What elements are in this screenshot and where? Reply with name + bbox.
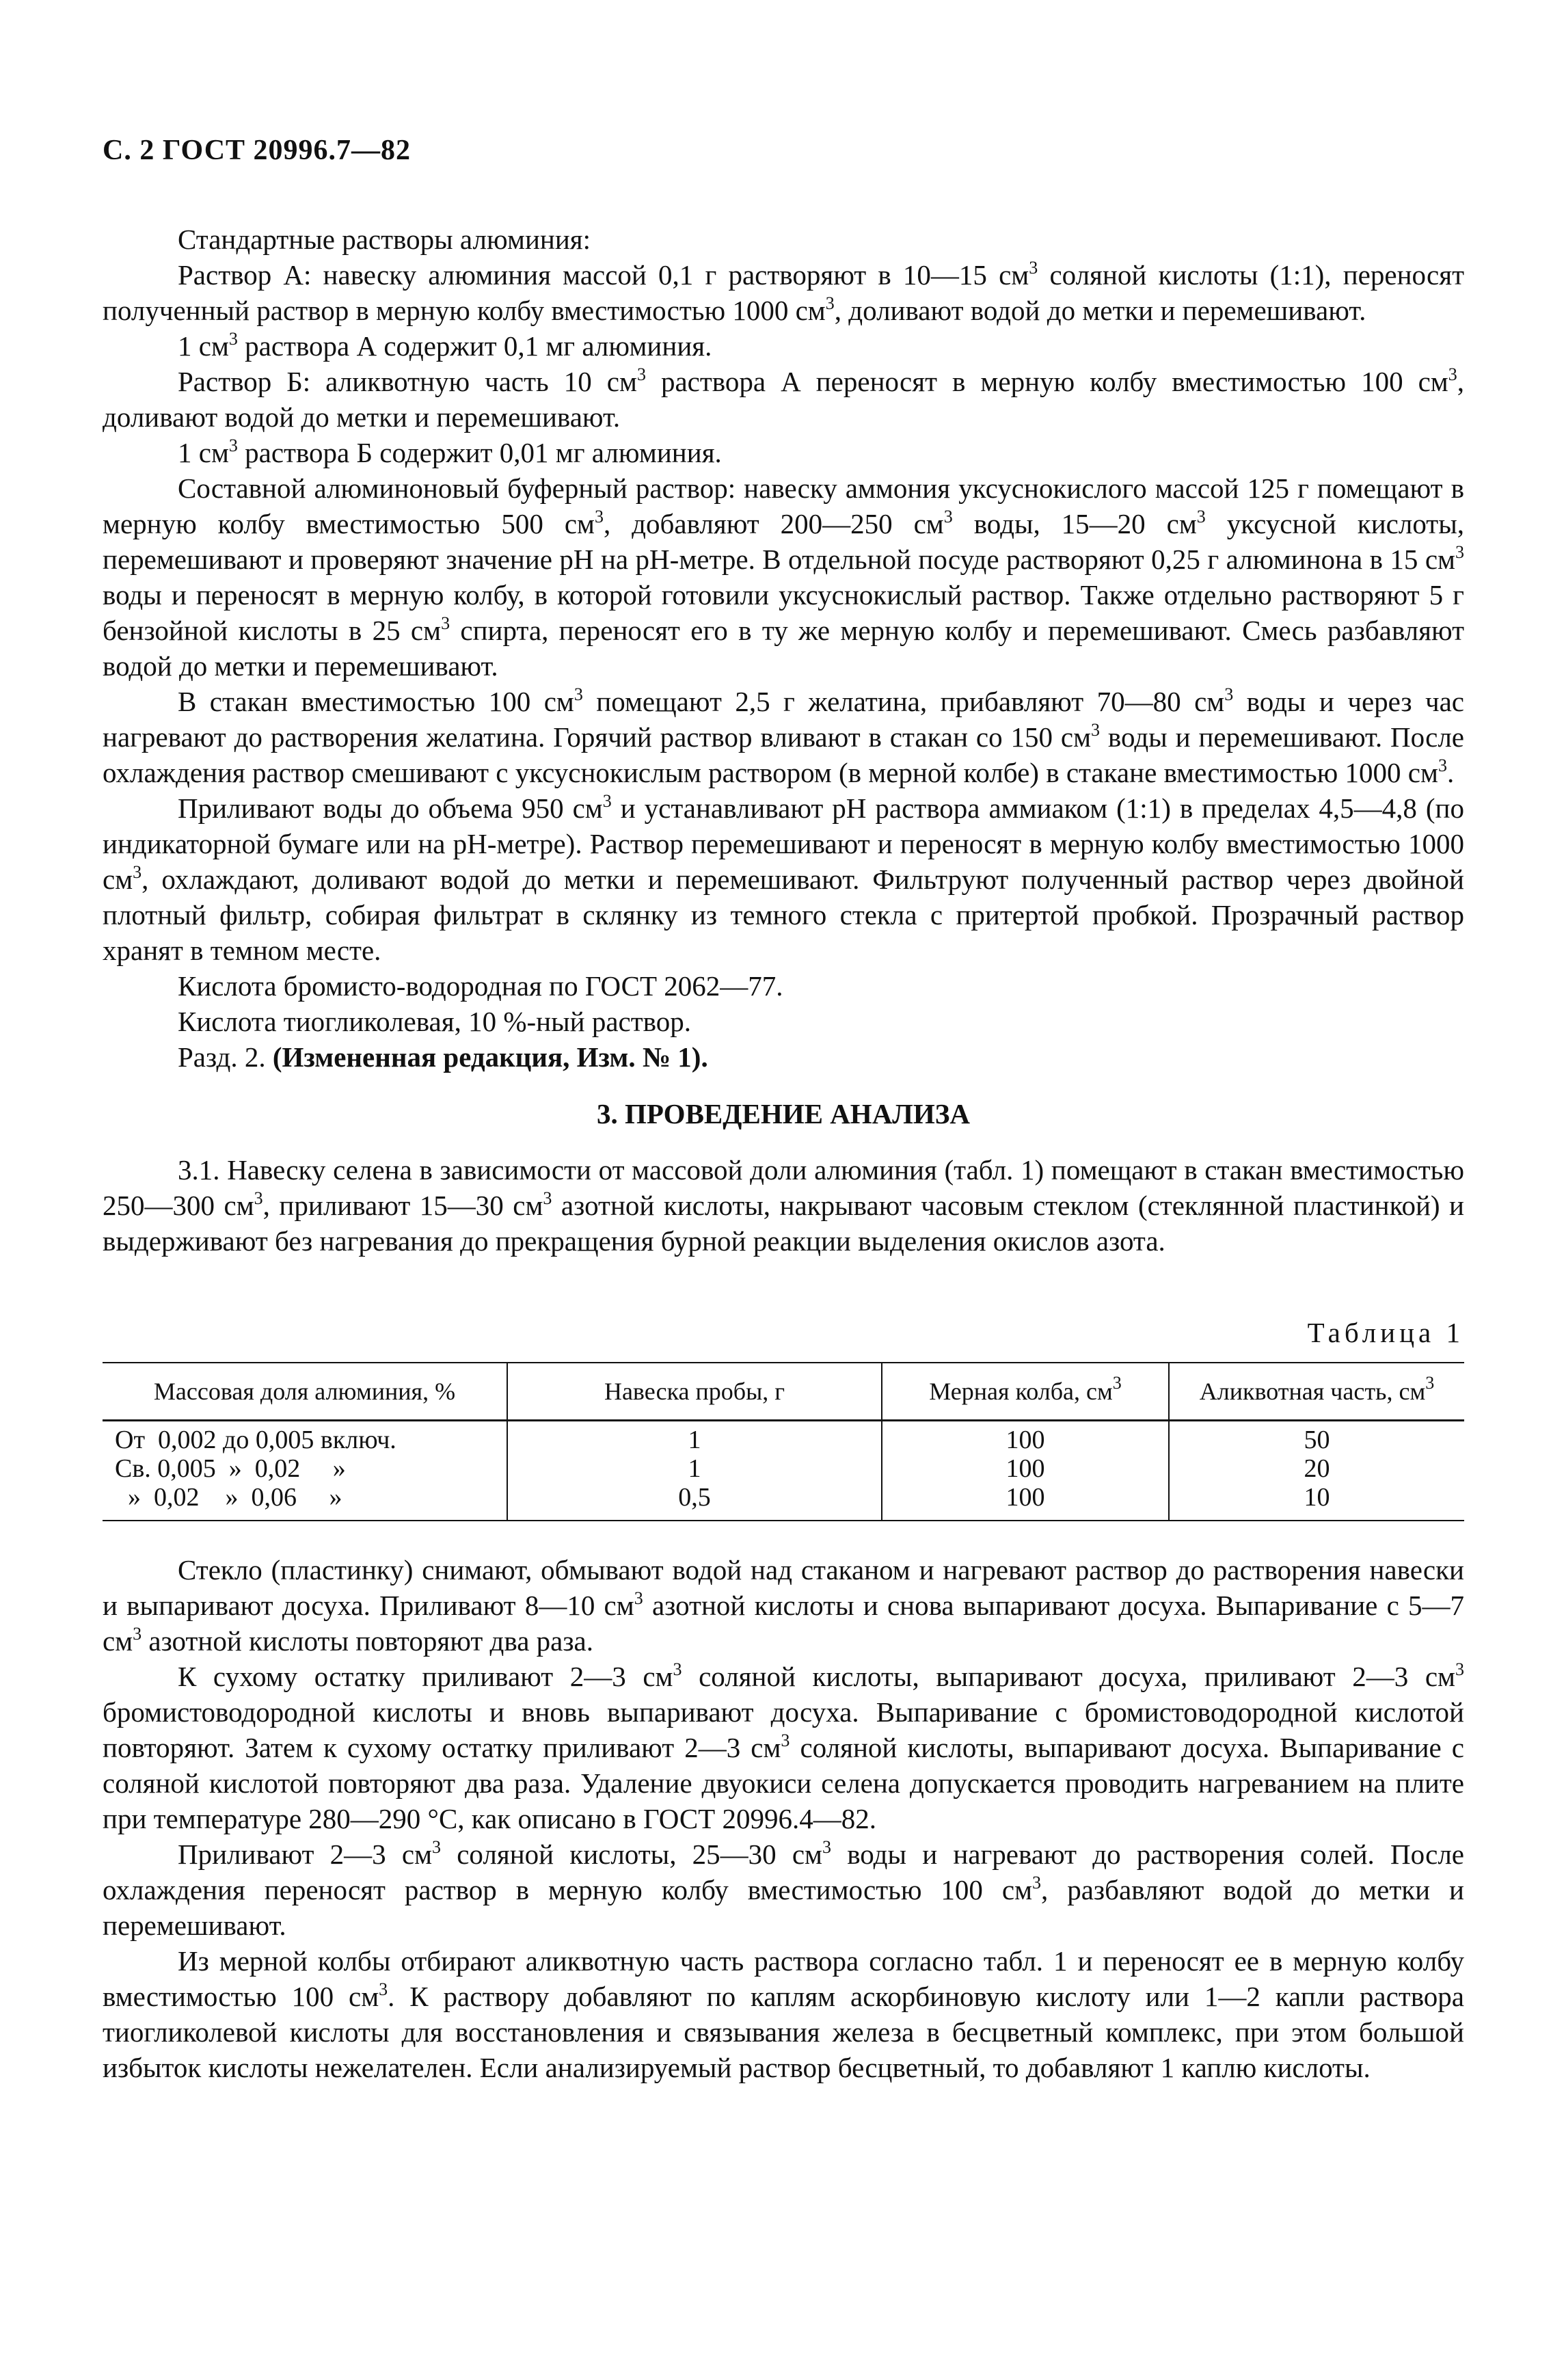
amendment-note: Разд. 2. (Измененная редакция, Изм. № 1). <box>178 1041 708 1073</box>
table-caption: Таблица 1 <box>1307 1317 1464 1348</box>
paragraph: 3.1. Навеску селена в зависимости от массовой доли алюминия (табл. 1) помещают в стакан вместимостью 250—300 $см^3$, приливают 15—30 $см^3$ азотной кислоты, накрывают часовым стеклом (стеклянной пластинкой) и выдерживают без нагревания до прекращения бурной реакции выделения окислов азота. <box>103 1154 1464 1257</box>
mass-fraction-cell: От 0,002 до 0,005 включ. Св. 0,005 » 0,02 » » 0,02 » 0,06 » <box>103 1421 507 1521</box>
header-mass-fraction: Массовая доля алюминия, % <box>103 1363 507 1421</box>
paragraph: 1 $см^3$ раствора Б содержит 0,01 мг алюминия. <box>178 436 722 468</box>
paragraph: Кислота тиогликолевая, 10 %-ный раствор. <box>178 1006 691 1037</box>
header-flask: Мерная колба, $см^3$ <box>882 1363 1169 1421</box>
reagents-block <box>103 222 1464 1075</box>
aliquot-cell: 50 20 10 <box>1169 1421 1464 1521</box>
header-aliquot: Аликвотная часть, $см^3$ <box>1169 1363 1464 1421</box>
procedure-block <box>103 1552 1464 2085</box>
paragraph: Составной алюминоновый буферный раствор: навеску аммония уксуснокислого массой 125 г помещают в мерную колбу вместимостью 500 $см^3$, добавляют 200—250 $см^3$ воды, 15—20 $см^3$ уксусной кислоты, перемешивают и проверяют значение pH на pH-метре. В отдельной посуде растворяют 0,25 г алюминона в 15 $см^3$ воды и переносят в мерную колбу, в которой готовили уксуснокислый раствор. Также отдельно растворяют 5 г бензойной кислоты в 25 $см^3$ спирта, переносят его в ту же мерную колбу и перемешивают. Смесь разбавляют водой до метки и перемешивают. <box>103 472 1464 682</box>
paragraph: Раствор А: навеску алюминия массой 0,1 г растворяют в 10—15 $см^3$ соляной кислоты (1:1), переносят полученный раствор в мерную колбу вместимостью 1000 $см^3$, доливают водой до метки и перемешивают. <box>103 258 1465 326</box>
clause-3-1 <box>103 1152 1464 1259</box>
paragraph: Из мерной колбы отбирают аликвотную часть раствора согласно табл. 1 и переносят ее в мерную колбу вместимостью 100 $см^3$. К раствору добавляют по каплям аскорбиновую кислоту или 1—2 капли раствора тиогликолевой кислоты для восстановления и связывания железа в бесцветный комплекс, при этом большой избыток кислоты нежелателен. Если анализируемый раствор бесцветный, то добавляют 1 каплю кислоты. <box>103 1945 1464 2083</box>
header-sample-mass: Навеска пробы, г <box>507 1363 882 1421</box>
sample-mass-cell: 1 1 0,5 <box>507 1421 882 1521</box>
paragraph: В стакан вместимостью 100 $см^3$ помещают 2,5 г желатина, прибавляют 70—80 $см^3$ воды и через час нагревают до растворения желатина. Горячий раствор вливают в стакан со 150 $см^3$ воды и перемешивают. После охлаждения раствор смешивают с уксуснокислым раствором (в мерной колбе) в стакане вместимостью 1000 $см^3$. <box>103 684 1465 788</box>
paragraph: Стандартные растворы алюминия: <box>178 224 591 255</box>
paragraph: Кислота бромисто-водородная по ГОСТ 2062—77. <box>178 970 783 1002</box>
page-header: С. 2 ГОСТ 20996.7—82 <box>103 135 412 166</box>
paragraph: Приливают воды до объема 950 $см^3$ и устанавливают pH раствора аммиаком (1:1) в пределах 4,5—4,8 (по индикаторной бумаге или на pH-метре). Раствор перемешивают и переносят в мерную колбу вместимостью 1000 $см^3$, охлаждают, доливают водой до метки и перемешивают. Фильтруют полученный раствор через двойной плотный фильтр, собирая фильтрат в склянку из темного стекла с притертой пробкой. Прозрачный раствор хранят в темном месте. <box>103 791 1464 966</box>
flask-cell: 100 100 100 <box>882 1421 1169 1521</box>
table-row <box>103 1421 1464 1521</box>
table-header-row <box>103 1363 1464 1421</box>
section-title: 3. ПРОВЕДЕНИЕ АНАЛИЗА <box>596 1098 970 1129</box>
paragraph: Раствор Б: аликвотную часть 10 $см^3$ раствора А переносят в мерную колбу вместимостью 100 $см^3$, доливают водой до метки и перемешивают. <box>103 364 1464 433</box>
sample-table <box>103 1362 1464 1521</box>
paragraph: К сухому остатку приливают 2—3 $см^3$ соляной кислоты, выпаривают досуха, приливают 2—3 $см^3$ бромистоводородной кислоты и вновь выпаривают досуха. Выпаривание с бромистоводородной кислотой повторяют. Затем к сухому остатку приливают 2—3 $см^3$ соляной кислоты, выпаривают досуха. Выпаривание с соляной кислотой повторяют два раза. Удаление двуокиси селена допускается проводить нагреванием на плите при температуре 280—290 °С, как описано в ГОСТ 20996.4—82. <box>103 1659 1464 1834</box>
paragraph: Стекло (пластинку) снимают, обмывают водой над стаканом и нагревают раствор до растворения навески и выпаривают досуха. Приливают 8—10 $см^3$ азотной кислоты и снова выпаривают досуха. Выпаривание с 5—7 $см^3$ азотной кислоты повторяют два раза. <box>103 1554 1464 1657</box>
paragraph: Приливают 2—3 $см^3$ соляной кислоты, 25—30 $см^3$ воды и нагревают до растворения солей. После охлаждения переносят раствор в мерную колбу вместимостью 100 $см^3$, разбавляют водой до метки и перемешивают. <box>103 1837 1464 1941</box>
paragraph: 1 $см^3$ раствора А содержит 0,1 мг алюминия. <box>178 329 712 362</box>
